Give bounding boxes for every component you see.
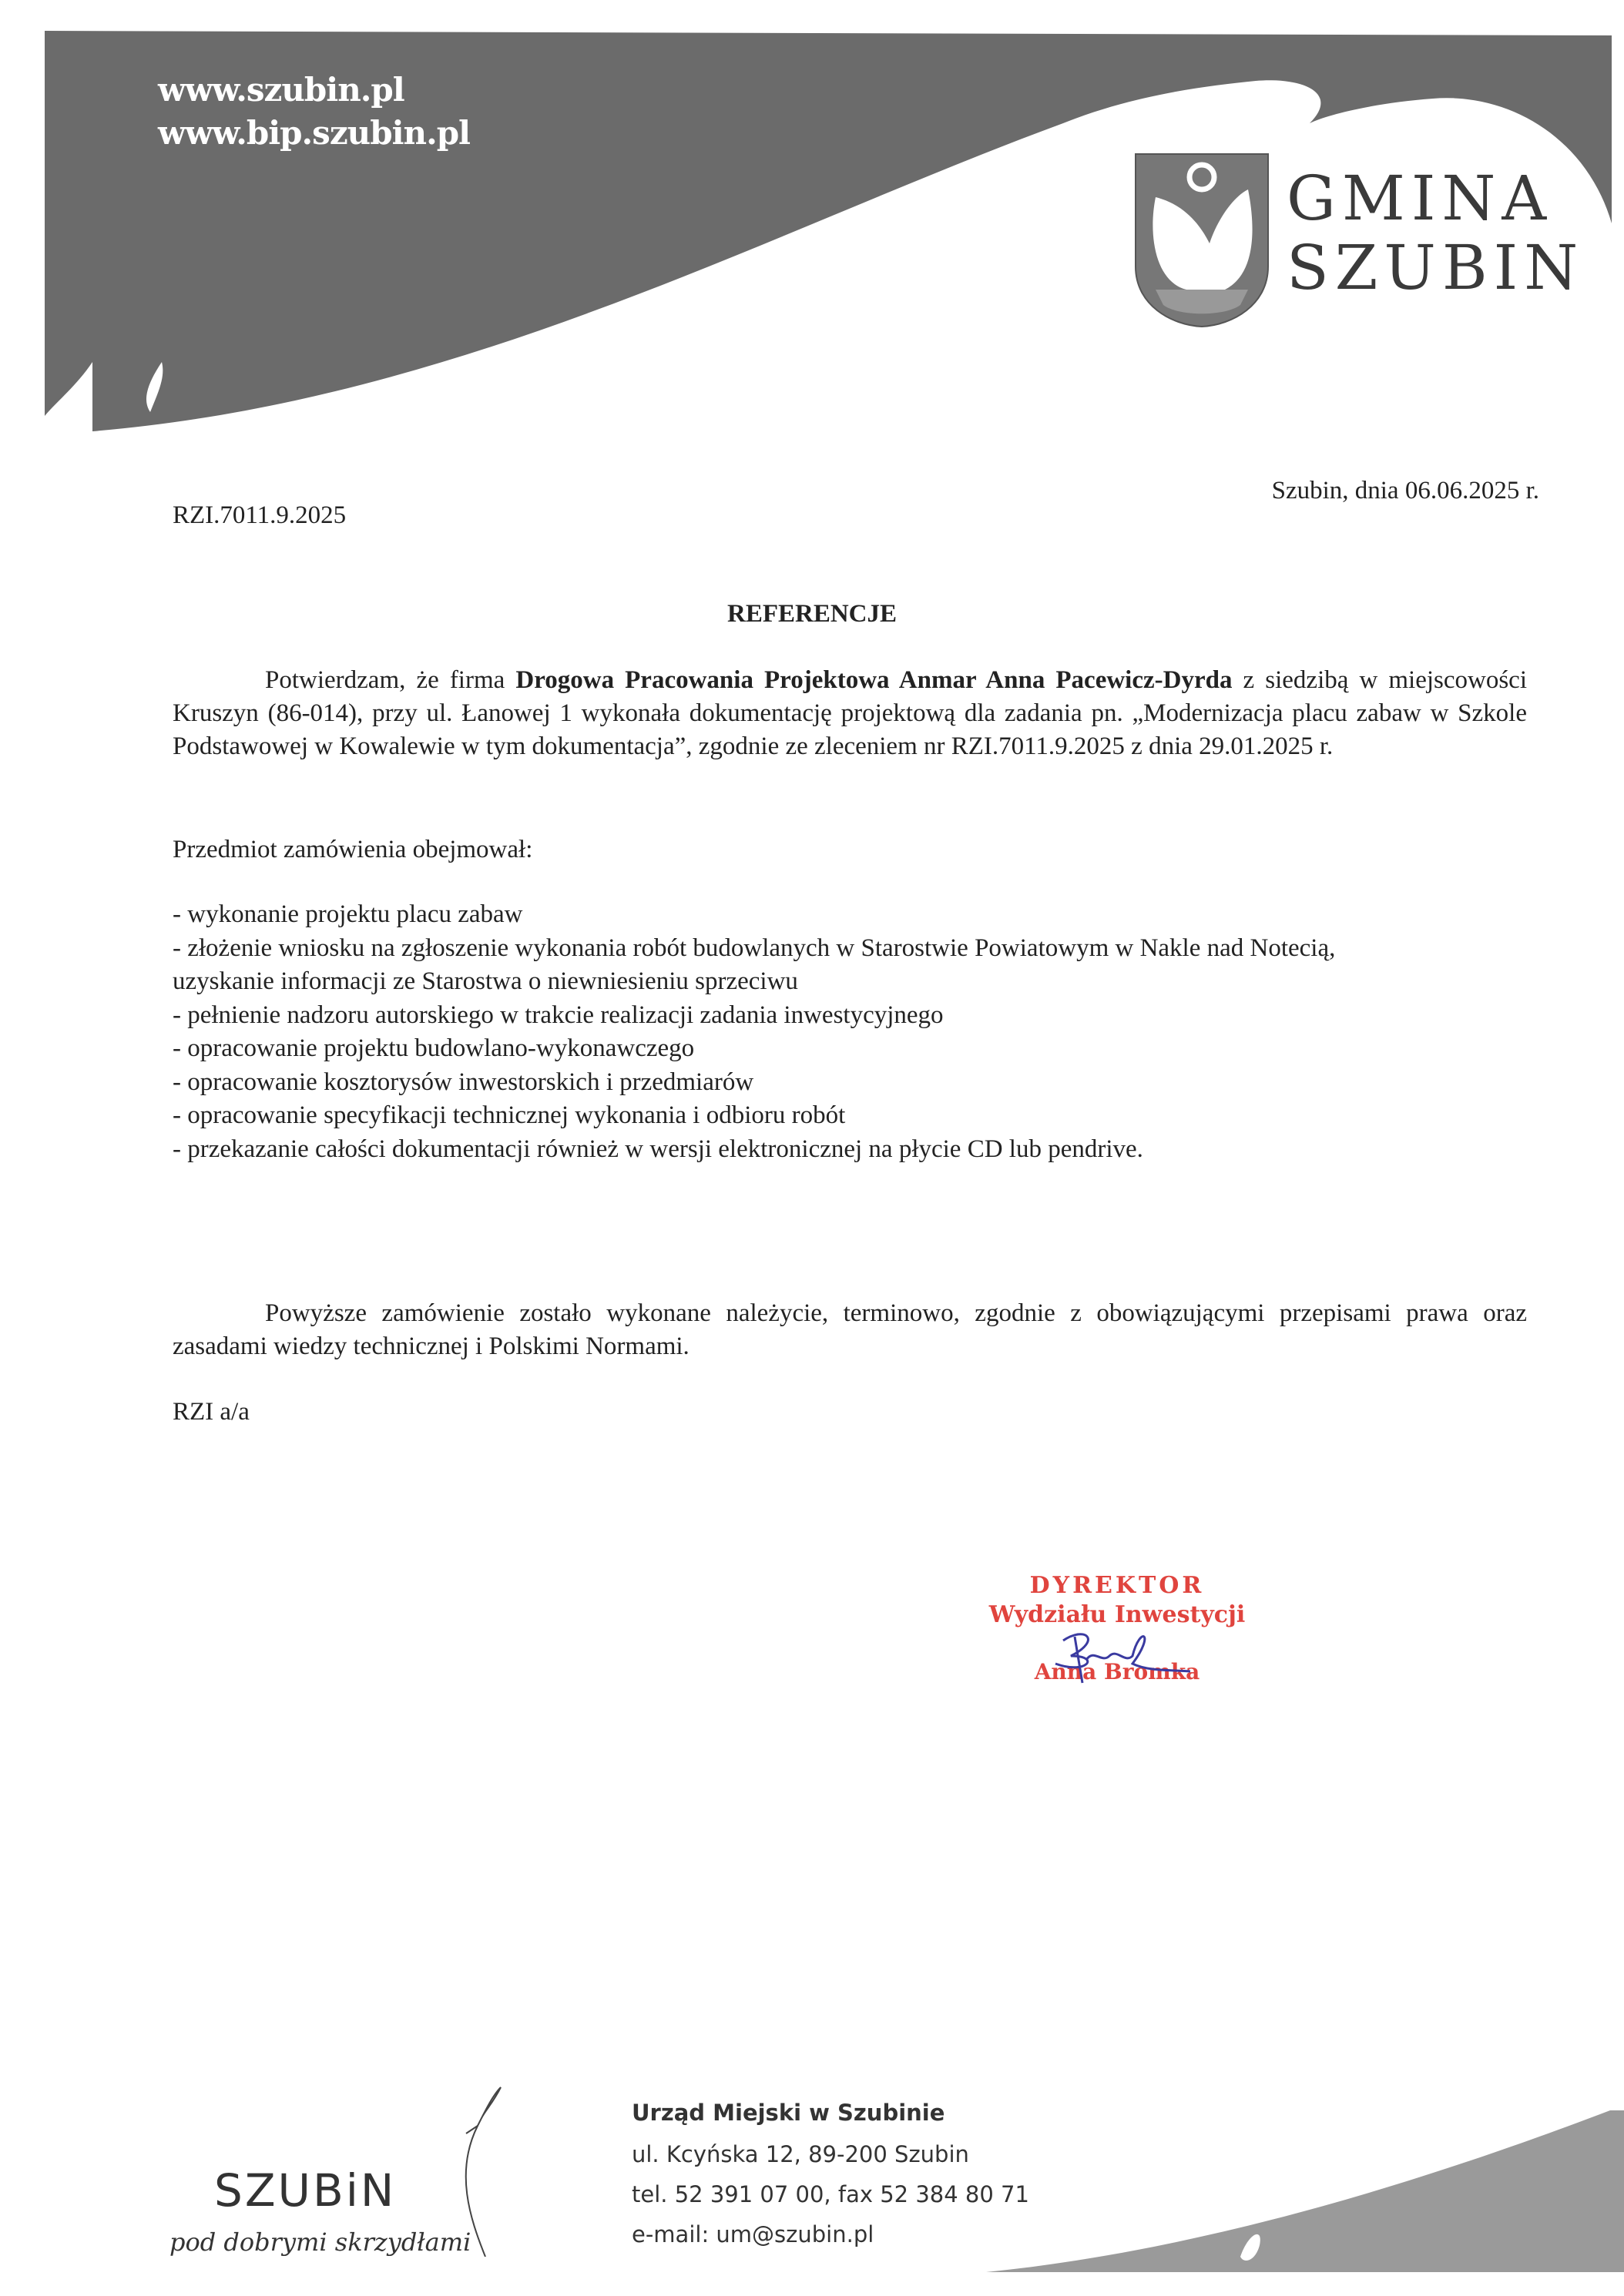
brand-szubin: SZUBIN (1287, 232, 1585, 303)
place-date: Szubin, dnia 06.06.2025 r. (1271, 477, 1539, 504)
office-email[interactable]: e-mail: um@szubin.pl (632, 2221, 874, 2247)
footer-band (986, 2110, 1624, 2296)
coat-of-arms-icon (1132, 151, 1271, 328)
intro-text-start: Potwierdzam, że firma (265, 666, 516, 694)
scope-item: - złożenie wniosku na zgłoszenie wykonania robót budowlanych w Starostwie Powiatowym w Nakle nad Notecią, (173, 933, 1336, 962)
closing-paragraph: Powyższe zamówienie zostało wykonane należycie, terminowo, zgodnie z obowiązującymi przepisami prawa oraz zasadami wiedzy technicznej i Polskimi Normami. (173, 1299, 1527, 1360)
letter-title: REFERENCJE (726, 600, 898, 628)
scope-item: - wykonanie projektu placu zabaw (173, 900, 523, 928)
scope-item: uzyskanie informacji ze Starostwa o niewniesieniu sprzeciwu (173, 967, 798, 995)
reference-number: RZI.7011.9.2025 (173, 501, 347, 529)
scope-item: - przekazanie całości dokumentacji również w wersji elektronicznej na płycie CD lub pendrive. (173, 1135, 1143, 1163)
scope-item: - pełnienie nadzoru autorskiego w trakcie realizacji zadania inwestycyjnego (173, 1001, 944, 1029)
stamp-title: DYREKTOR (1029, 1572, 1205, 1599)
signature-icon (1040, 1625, 1194, 1687)
scope-item: - opracowanie kosztorysów inwestorskich i przedmiarów (173, 1068, 754, 1096)
file-note: RZI a/a (173, 1398, 250, 1426)
brand-gmina: GMINA (1287, 163, 1553, 234)
scope-label: Przedmiot zamówienia obejmował: (173, 836, 533, 863)
stamp-name: Anna Bromka (1034, 1659, 1200, 1684)
logo-slogan: pod dobrymi skrzydłami (169, 2227, 471, 2257)
scope-item: - opracowanie projektu budowlano-wykonawczego (173, 1034, 695, 1062)
logo-text: SZUBiN (214, 2164, 397, 2217)
stamp-department: Wydziału Inwestycji (988, 1601, 1246, 1628)
bip-website-link[interactable]: www.bip.szubin.pl (158, 114, 471, 152)
website-link[interactable]: www.szubin.pl (158, 71, 404, 109)
office-phone: tel. 52 391 07 00, fax 52 384 80 71 (632, 2181, 1029, 2207)
scope-list (173, 898, 1544, 1166)
intro-paragraph (173, 664, 1527, 763)
office-address: ul. Kcyńska 12, 89-200 Szubin (632, 2141, 969, 2167)
company-name: Drogowa Pracowania Projektowa Anmar Anna Pacewicz-Dyrda (515, 666, 1233, 694)
office-name: Urząd Miejski w Szubinie (632, 2100, 945, 2126)
scope-item: - opracowanie specyfikacji technicznej wykonania i odbioru robót (173, 1101, 846, 1129)
intro-text-end: z siedzibą w miejscowości Kruszyn (86-014), przy ul. Łanowej 1 wykonała dokumentację projektową dla zadania pn. „Modernizacja placu zabaw w Szkole Podstawowej w Kowalewie w tym dokumentacja”, zgodnie ze zleceniem nr RZI.7011.9.2025 z dnia 29.01.2025 r. (173, 666, 1527, 760)
